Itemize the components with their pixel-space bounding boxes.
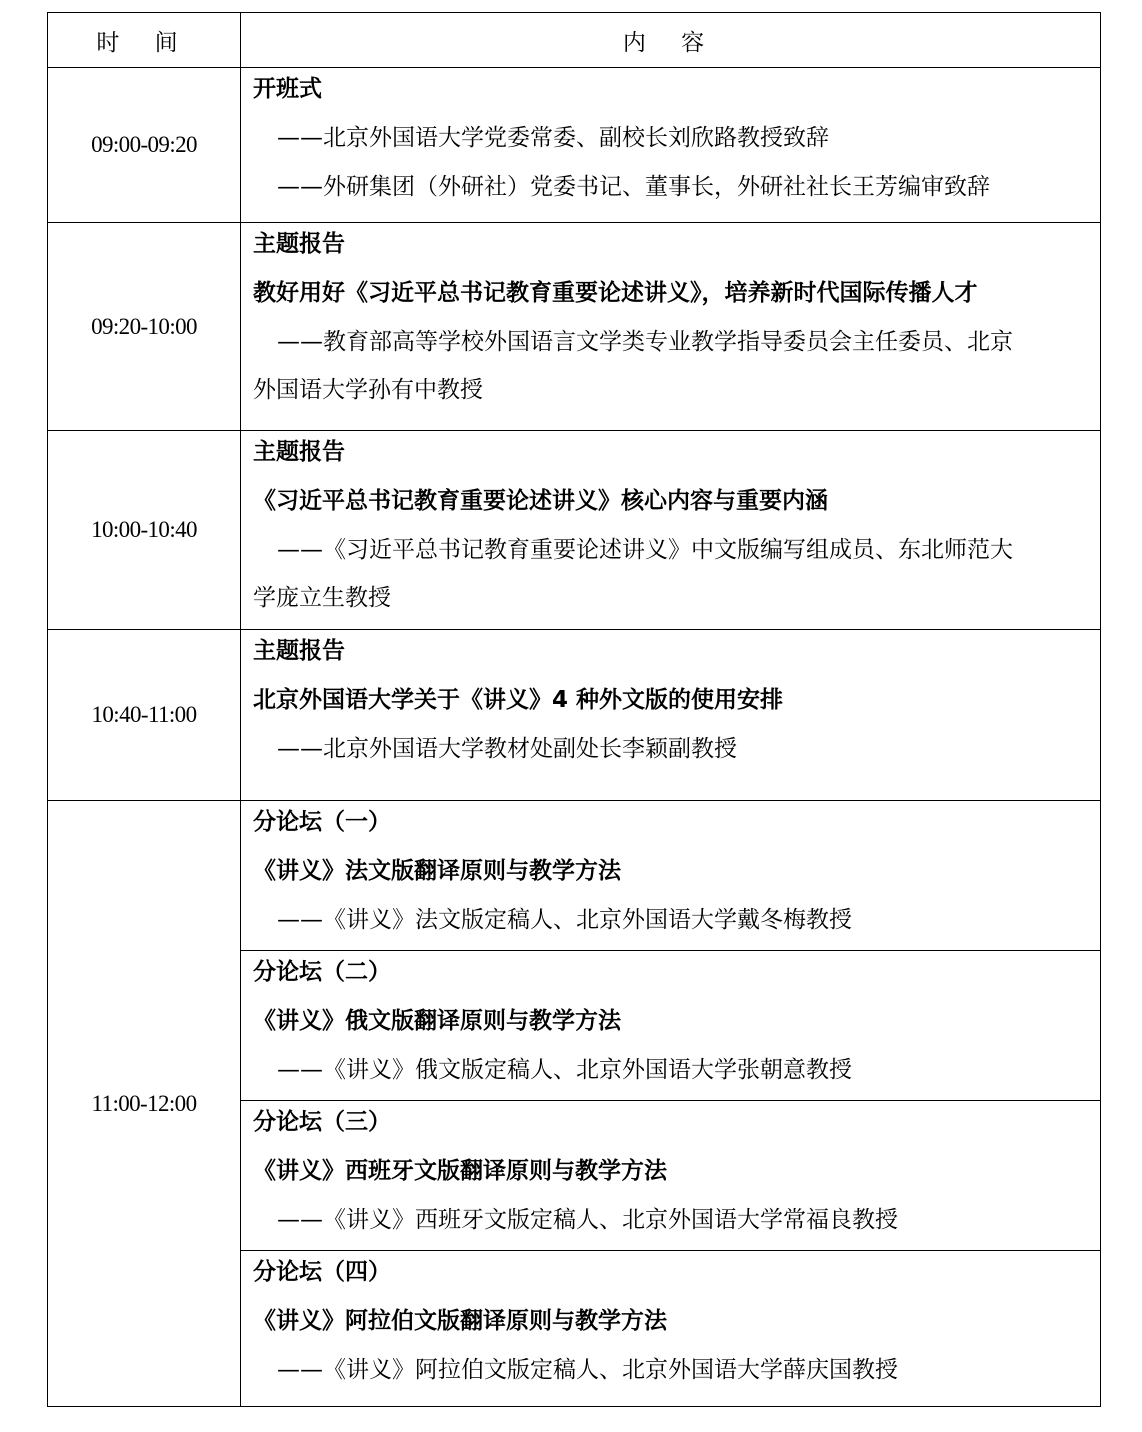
forum-section <box>241 801 1100 951</box>
speaker-line-continued: 学庞立生教授 <box>253 585 391 611</box>
schedule-table <box>47 12 1101 1407</box>
speaker-line: ——《讲义》西班牙文版定稿人、北京外国语大学常福良教授 <box>277 1206 898 1233</box>
speaker-line: ——《讲义》法文版定稿人、北京外国语大学戴冬梅教授 <box>277 906 852 933</box>
session-topic: 教好用好《习近平总书记教育重要论述讲义》，培养新时代国际传播人才 <box>253 280 978 306</box>
table-row <box>48 223 1101 431</box>
forum-title: 分论坛（四） <box>253 1259 391 1285</box>
content-cell <box>241 68 1101 223</box>
time-cell: 10:40-11:00 <box>48 630 241 801</box>
table-row <box>48 431 1101 630</box>
time-cell: 09:20-10:00 <box>48 223 241 431</box>
session-title: 主题报告 <box>253 439 345 465</box>
content-cell <box>241 431 1101 630</box>
speaker-line-continued: 外国语大学孙有中教授 <box>253 377 483 403</box>
forum-section <box>241 1101 1100 1251</box>
session-title: 开班式 <box>253 76 322 102</box>
content-cell <box>241 801 1101 1407</box>
time-cell: 11:00-12:00 <box>48 801 241 1407</box>
forum-section <box>241 1251 1100 1406</box>
forum-topic: 《讲义》西班牙文版翻译原则与教学方法 <box>253 1158 667 1184</box>
speaker-line: ——北京外国语大学党委常委、副校长刘欣路教授致辞 <box>277 125 829 151</box>
speaker-line: ——《讲义》俄文版定稿人、北京外国语大学张朝意教授 <box>277 1056 852 1083</box>
speaker-line: ——北京外国语大学教材处副处长李颖副教授 <box>277 735 737 762</box>
header-time: 时 间 <box>48 13 241 68</box>
forum-title: 分论坛（三） <box>253 1109 391 1135</box>
table-row <box>48 630 1101 801</box>
forum-title: 分论坛（二） <box>253 959 391 985</box>
header-content: 内 容 <box>241 13 1101 68</box>
session-topic: 《习近平总书记教育重要论述讲义》核心内容与重要内涵 <box>253 488 828 514</box>
table-row <box>48 801 1101 1407</box>
time-cell: 09:00-09:20 <box>48 68 241 223</box>
time-cell: 10:00-10:40 <box>48 431 241 630</box>
forum-topic: 《讲义》俄文版翻译原则与教学方法 <box>253 1008 621 1034</box>
forum-section <box>241 951 1100 1101</box>
speaker-line: ——外研集团（外研社）党委书记、董事长，外研社社长王芳编审致辞 <box>277 173 990 200</box>
speaker-line: ——《习近平总书记教育重要论述讲义》中文版编写组成员、东北师范大 <box>277 536 1013 563</box>
session-topic: 北京外国语大学关于《讲义》4 种外文版的使用安排 <box>253 687 784 713</box>
speaker-line: ——教育部高等学校外国语言文学类专业教学指导委员会主任委员、北京 <box>277 328 1013 355</box>
forum-title: 分论坛（一） <box>253 809 391 835</box>
forum-topic: 《讲义》阿拉伯文版翻译原则与教学方法 <box>253 1308 667 1334</box>
session-title: 主题报告 <box>253 638 345 664</box>
table-row <box>48 68 1101 223</box>
content-cell <box>241 223 1101 431</box>
content-cell <box>241 630 1101 801</box>
speaker-line: ——《讲义》阿拉伯文版定稿人、北京外国语大学薛庆国教授 <box>277 1356 898 1383</box>
session-title: 主题报告 <box>253 231 345 257</box>
forum-topic: 《讲义》法文版翻译原则与教学方法 <box>253 858 621 884</box>
